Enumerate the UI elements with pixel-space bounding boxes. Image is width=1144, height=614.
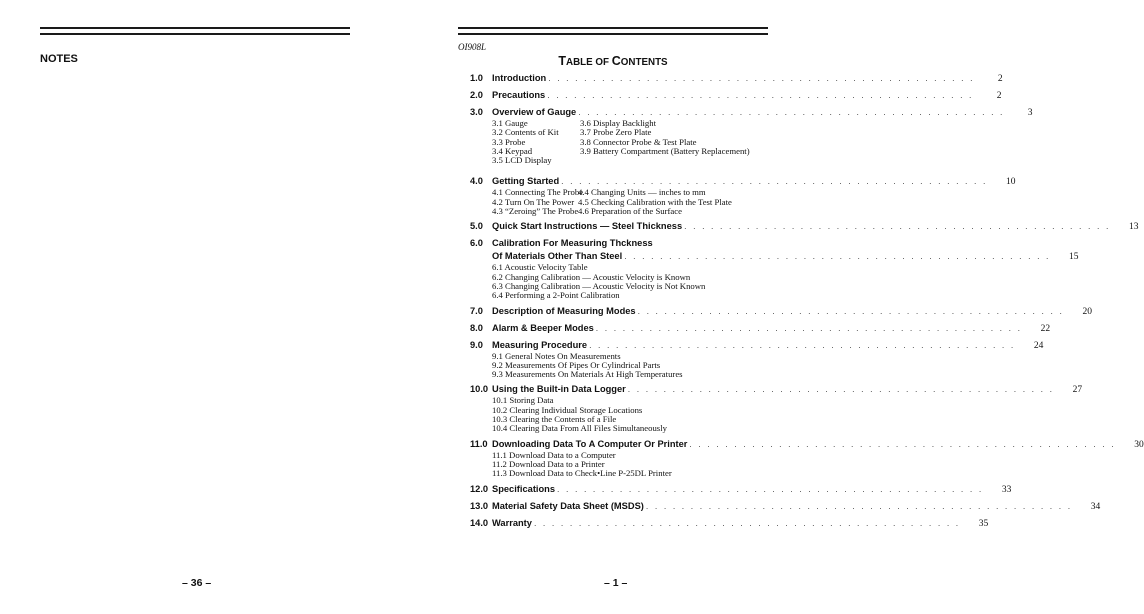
subsection-item[interactable]: 3.9 Battery Compartment (Battery Replacement)	[580, 145, 750, 156]
right-page-number: – 1 –	[604, 577, 628, 589]
page-ref: 13	[1128, 222, 1139, 233]
subsection-item[interactable]: 6.4 Performing a 2-Point Calibration	[492, 290, 620, 301]
subsection-list	[470, 263, 768, 300]
right-header-rule	[458, 27, 768, 35]
toc-entry-downloading[interactable]	[470, 438, 1144, 479]
dot-leader: . . . . . . . . . . . . . . . . . . . . . . . . . . . . . . . . . . . . . . . . . . . . . . . .	[624, 251, 1051, 262]
toc-title-part: C	[611, 54, 621, 68]
subsection-list	[470, 451, 768, 479]
page-ref: 2	[997, 74, 1003, 84]
subsection-item[interactable]: 3.3 Probe	[492, 136, 526, 147]
page-ref: 33	[1001, 484, 1012, 495]
toc-entry-calibration[interactable]	[470, 237, 1079, 301]
toc-entry-measuring-procedure[interactable]	[470, 339, 1044, 380]
dot-leader: . . . . . . . . . . . . . . . . . . . . . . . . . . . . . . . . . . . . . . . . . . . . . . . .	[557, 483, 984, 494]
dot-leader: . . . . . . . . . . . . . . . . . . . . . . . . . . . . . . . . . . . . . . . . . . . . . . . .	[589, 339, 1016, 350]
section-number: 12.0	[470, 483, 489, 494]
subsection-list	[470, 188, 768, 216]
toc-title-part: ABLE OF	[566, 57, 612, 68]
section-number: 13.0	[470, 500, 489, 511]
subsection-item[interactable]: 9.2 Measurements Of Pipes Or Cylindrical Parts	[492, 359, 661, 370]
subsection-list	[470, 352, 768, 380]
section-title: Warranty	[492, 517, 532, 528]
subsection-item[interactable]: 3.8 Connector Probe & Test Plate	[580, 136, 697, 147]
toc-entry-getting-started[interactable]	[470, 175, 1016, 217]
subsection-item[interactable]: 10.1 Storing Data	[492, 395, 554, 406]
subsection-list	[470, 119, 768, 165]
toc-entry-specifications[interactable]	[470, 483, 1012, 496]
section-number: 6.0	[470, 238, 483, 249]
subsection-item[interactable]: 4.2 Turn On The Power	[492, 196, 575, 207]
left-header-rule	[40, 27, 350, 35]
toc-entry-measuring-modes[interactable]	[470, 305, 1092, 318]
section-number: 14.0	[470, 517, 489, 528]
toc-entry-quick-start[interactable]	[470, 220, 1139, 233]
section-title: Overview of Gauge	[492, 107, 577, 117]
section-title: Description of Measuring Modes	[492, 305, 636, 316]
dot-leader: . . . . . . . . . . . . . . . . . . . . . . . . . . . . . . . . . . . . . . . . . . . . . . . .	[595, 322, 1023, 333]
dot-leader: . . . . . . . . . . . . . . . . . . . . . . . . . . . . . . . . . . . . . . . . . . . . . . . .	[637, 305, 1064, 316]
document-code: OI908L	[458, 42, 487, 52]
subsection-item[interactable]: 4.5 Checking Calibration with the Test Plate	[578, 196, 732, 207]
subsection-item[interactable]: 11.2 Download Data to a Printer	[492, 458, 605, 469]
subsection-item[interactable]: 10.2 Clearing Individual Storage Locations	[492, 404, 643, 415]
dot-leader: . . . . . . . . . . . . . . . . . . . . . . . . . . . . . . . . . . . . . . . . . . . . . . . .	[533, 517, 961, 528]
subsection-item[interactable]: 3.6 Display Backlight	[580, 118, 657, 128]
page-ref: 24	[1033, 340, 1044, 351]
dot-leader: . . . . . . . . . . . . . . . . . . . . . . . . . . . . . . . . . . . . . . . . . . . . . . . .	[689, 438, 1116, 449]
subsection-item[interactable]: 10.3 Clearing the Contents of a File	[492, 414, 617, 425]
subsection-item[interactable]: 6.2 Changing Calibration — Acoustic Velocity is Known	[492, 271, 691, 282]
subsection-item[interactable]: 4.4 Changing Units — inches to mm	[578, 187, 706, 198]
section-number: 4.0	[470, 176, 483, 187]
subsection-item[interactable]: 6.3 Changing Calibration — Acoustic Velocity is Not Known	[492, 280, 706, 291]
page-ref: 22	[1040, 323, 1051, 334]
subsection-item[interactable]: 11.1 Download Data to a Computer	[492, 449, 616, 460]
notes-heading: NOTES	[40, 53, 78, 65]
left-page-number: – 36 –	[182, 577, 212, 589]
subsection-item[interactable]: 4.1 Connecting The Probe	[492, 187, 584, 198]
section-number: 7.0	[470, 305, 483, 316]
section-title: Alarm & Beeper Modes	[492, 322, 594, 333]
subsection-item[interactable]: 3.1 Gauge	[492, 118, 528, 128]
subsection-item[interactable]: 6.1 Acoustic Velocity Table	[492, 262, 588, 273]
subsection-item[interactable]: 4.3 “Zeroing” The Probe	[492, 206, 579, 217]
dot-leader: . . . . . . . . . . . . . . . . . . . . . . . . . . . . . . . . . . . . . . . . . . . . . . . .	[578, 107, 1005, 117]
subsection-item[interactable]: 9.3 Measurements On Materials At High Temperatures	[492, 369, 683, 380]
subsection-item[interactable]: 3.4 Keypad	[492, 145, 533, 156]
section-title: Measuring Procedure	[492, 339, 588, 350]
section-title: Quick Start Instructions — Steel Thickness	[492, 221, 683, 232]
toc-title-part: ONTENTS	[620, 57, 668, 68]
section-title: Material Safety Data Sheet (MSDS)	[492, 500, 644, 511]
section-number: 8.0	[470, 322, 483, 333]
section-title: Downloading Data To A Computer Or Printer	[492, 438, 688, 449]
section-number: 5.0	[470, 221, 483, 232]
section-number: 9.0	[470, 339, 483, 350]
page-ref: 2	[996, 91, 1002, 101]
section-title: Precautions	[492, 90, 546, 100]
toc-entry-data-logger[interactable]	[470, 383, 1083, 434]
page-ref: 10	[1005, 177, 1016, 188]
dot-leader: . . . . . . . . . . . . . . . . . . . . . . . . . . . . . . . . . . . . . . . . . . . . . . . .	[548, 73, 975, 83]
toc-entry-precautions[interactable]	[470, 89, 1002, 102]
toc-entry-alarm-beeper[interactable]	[470, 322, 1051, 335]
subsection-item[interactable]: 3.2 Contents of Kit	[492, 127, 559, 138]
subsection-item[interactable]: 11.3 Download Data to Check•Line P-25DL Printer	[492, 468, 672, 479]
section-title-continued: Of Materials Other Than Steel	[492, 251, 623, 262]
subsection-item[interactable]: 3.7 Probe Zero Plate	[580, 127, 652, 138]
page-ref: 27	[1072, 385, 1083, 396]
dot-leader: . . . . . . . . . . . . . . . . . . . . . . . . . . . . . . . . . . . . . . . . . . . . . . . .	[547, 90, 974, 100]
toc-title-part: T	[558, 54, 567, 68]
subsection-list	[470, 396, 768, 433]
subsection-item[interactable]: 3.5 LCD Display	[492, 155, 552, 166]
subsection-item[interactable]: 4.6 Preparation of the Surface	[578, 206, 682, 217]
section-number: 1.0	[470, 73, 483, 83]
section-number: 3.0	[470, 107, 483, 117]
table-of-contents	[470, 72, 1144, 534]
toc-entry-warranty[interactable]	[470, 517, 989, 530]
section-title: Getting Started	[492, 176, 560, 187]
section-number: 10.0	[470, 384, 489, 395]
subsection-item[interactable]: 10.4 Clearing Data From All Files Simultaneously	[492, 423, 667, 434]
section-number: 11.0	[470, 438, 488, 449]
toc-entry-introduction[interactable]	[470, 72, 1003, 85]
section-number: 2.0	[470, 90, 483, 100]
dot-leader: . . . . . . . . . . . . . . . . . . . . . . . . . . . . . . . . . . . . . . . . . . . . . . . .	[645, 500, 1073, 511]
section-title: Calibration For Measuring Thckness	[492, 238, 653, 249]
page-ref: 3	[1027, 108, 1033, 118]
page-ref: 35	[978, 518, 989, 529]
dot-leader: . . . . . . . . . . . . . . . . . . . . . . . . . . . . . . . . . . . . . . . . . . . . . . . .	[561, 176, 988, 187]
dot-leader: . . . . . . . . . . . . . . . . . . . . . . . . . . . . . . . . . . . . . . . . . . . . . . . .	[627, 384, 1055, 395]
subsection-item[interactable]: 9.1 General Notes On Measurements	[492, 350, 621, 361]
dot-leader: . . . . . . . . . . . . . . . . . . . . . . . . . . . . . . . . . . . . . . . . . . . . . . . .	[684, 221, 1111, 232]
page-ref: 20	[1082, 306, 1092, 317]
page-ref: 30	[1134, 439, 1144, 450]
toc-entry-msds[interactable]	[470, 500, 1101, 513]
page-ref: 15	[1069, 252, 1079, 263]
toc-entry-overview[interactable]	[470, 106, 1033, 166]
page-ref: 34	[1090, 501, 1101, 512]
section-title: Introduction	[492, 73, 547, 83]
section-title: Using the Built-in Data Logger	[492, 384, 626, 395]
toc-title	[458, 54, 768, 68]
section-title: Specifications	[492, 483, 556, 494]
